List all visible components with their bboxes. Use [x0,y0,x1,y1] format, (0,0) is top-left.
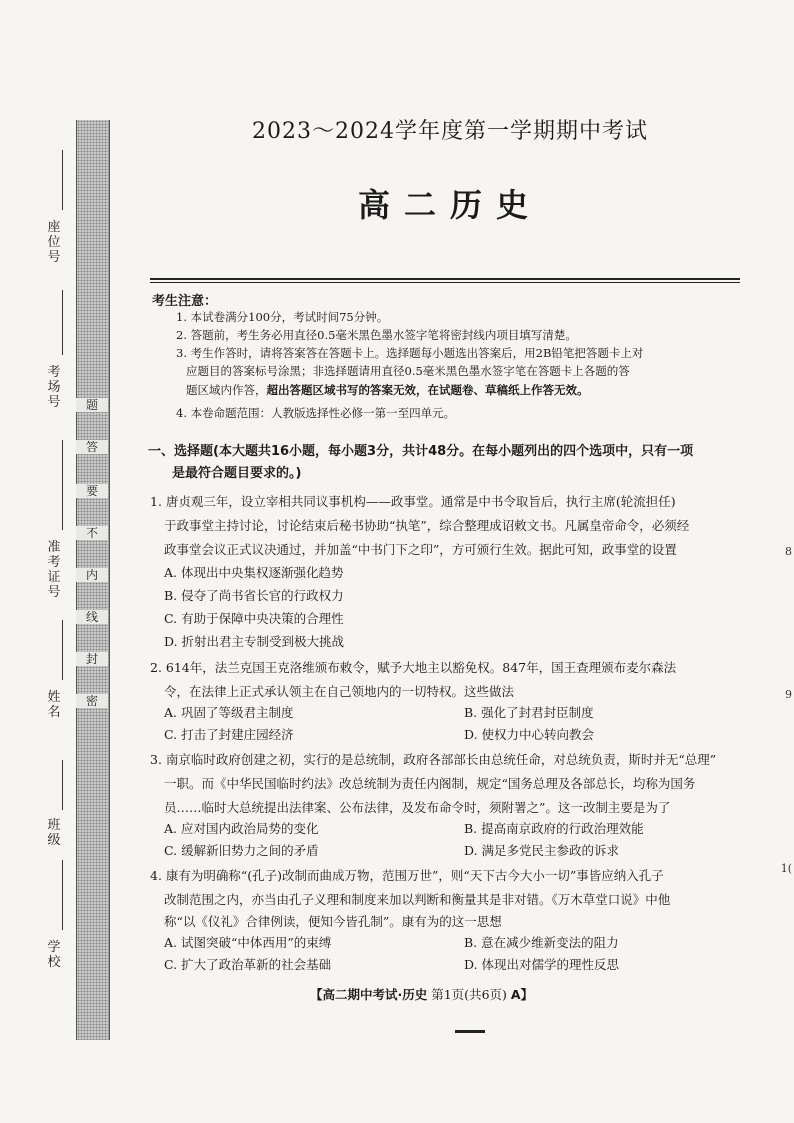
seal-word: 封 [76,652,108,666]
section-heading-cont: 是最符合题目要求的。) [172,466,302,481]
question-1-line: 政事堂会议正式议决通过，并加盖“中书门下之印”，方可颁行生效。据此可知，政事堂的设置 [164,542,677,557]
question-2-option-c: C. 打击了封建庄园经济 [164,727,294,742]
divider-thick [150,278,740,280]
class-label: 班级 [47,818,61,848]
question-1-line: 于政事堂主持讨论，讨论结束后秘书协助“执笔”，综合整理成诏敕文书。凡属皇帝命令，必须经 [164,518,690,533]
seal-word: 内 [76,568,108,582]
question-3-option-c: C. 缓解新旧势力之间的矛盾 [164,843,319,858]
school-label: 学校 [47,940,61,970]
question-1-line: 1. 唐贞观三年，设立宰相共同议事机构——政事堂。通常是中书令取旨后，执行主席(轮流担任) [150,494,676,509]
question-1-option-a: A. 体现出中央集权逐渐强化趋势 [164,565,344,580]
question-1-option-b: B. 侵夺了尚书省长官的行政权力 [164,588,344,603]
question-4-line: 称“以《仪礼》合律例读，便知今皆孔制”。康有为的这一思想 [164,914,502,929]
question-2-option-a: A. 巩固了等级君主制度 [164,705,294,720]
question-3-option-d: D. 满足多党民主参政的诉求 [464,843,620,858]
admission-number-line [62,440,63,530]
page-footer [310,985,533,1003]
question-1-option-d: D. 折射出君主专制受到极大挑战 [164,634,345,649]
edge-number: 9 [785,688,792,701]
question-3-line: 一职。而《中华民国临时约法》改总统制为责任内阁制，规定“国务总理及各部总长，均称为国务 [164,776,696,791]
question-4-option-a: A. 试图突破“中体西用”的束缚 [164,935,332,950]
exam-room-label: 考场号 [47,365,61,410]
notice-item: 1. 本试卷满分100分，考试时间75分钟。 [176,310,389,324]
divider-thin [150,282,740,283]
bottom-mark [455,1030,485,1033]
name-line [62,620,63,680]
question-4-option-b: B. 意在减少维新变法的阻力 [464,935,619,950]
footer-page: 第1页(共6页) [431,987,507,1002]
seal-word: 不 [76,526,108,540]
notice-item: 3. 考生作答时，请将答案答在答题卡上。选择题每小题选出答案后，用2B铅笔把答题卡上对 [176,346,644,360]
name-label: 姓名 [47,690,61,720]
section-heading: 一、选择题(本大题共16小题，每小题3分，共计48分。在每小题列出的四个选项中，只有一项 [148,444,694,459]
notice-emphasis: 超出答题区域书写的答案无效，在试题卷、草稿纸上作答无效。 [266,383,589,397]
seal-word: 题 [76,398,108,412]
question-2-line: 2. 614年，法兰克国王克洛维颁布敕令，赋予大地主以豁免权。847年，国王查理颁布麦尔森法 [150,660,677,675]
notice-item: 2. 答题前，考生务必用直径0.5毫米黑色墨水签字笔将密封线内项目填写清楚。 [176,328,577,342]
exam-room-line [62,290,63,355]
notice-item-cont [186,383,746,398]
question-3-option-a: A. 应对国内政治局势的变化 [164,821,319,836]
seal-word: 要 [76,484,108,498]
question-2-line: 令，在法律上正式承认领主在自己领地内的一切特权。这些做法 [164,684,515,699]
question-4-line: 4. 康有为明确称“(孔子)改制而曲成万物，范围万世”，则“天下古今大小一切”事皆应纳入孔子 [150,868,664,883]
question-3-option-b: B. 提高南京政府的行政治理效能 [464,821,644,836]
admission-number-label: 准考证号 [47,540,61,600]
question-3-line: 3. 南京临时政府创建之初，实行的是总统制，政府各部部长由总统任命，对总统负责，斯时并无“总理” [150,752,717,767]
seat-number-label: 座位号 [47,220,61,265]
question-4-option-d: D. 体现出对儒学的理性反思 [464,957,620,972]
seal-word: 密 [76,694,108,708]
question-2-option-d: D. 使权力中心转向教会 [464,727,595,742]
exam-title: 2023～2024学年度第一学期期中考试 [252,119,648,144]
seal-word: 线 [76,610,108,624]
question-2-option-b: B. 强化了封君封臣制度 [464,705,594,720]
question-1-option-c: C. 有助于保障中央决策的合理性 [164,611,344,626]
footer-label: 【高二期中考试·历史 [310,987,428,1002]
subject-title: 高二历史 [357,186,542,224]
question-3-line: 员……临时大总统提出法律案、公布法律，及发布命令时，须附署之”。这一改制主要是为了 [164,800,671,815]
question-4-option-c: C. 扩大了政治革新的社会基础 [164,957,332,972]
notice-item-cont: 题区域内作答， [186,383,267,397]
edge-number: 8 [785,545,792,558]
seal-word: 答 [76,440,108,454]
question-4-line: 改制范围之内，亦当由孔子义理和制度来加以判断和衡量其是非对错。《万木草堂口说》中他 [164,892,671,907]
notice-heading: 考生注意： [152,294,218,309]
notice-item-cont: 应题目的答案标号涂黑；非选择题请用直径0.5毫米黑色墨水签字笔在答题卡上各题的答 [186,364,630,378]
school-line [62,860,63,930]
notice-item: 4. 本卷命题范围：人教版选择性必修一第一至四单元。 [176,406,456,420]
class-line [62,760,63,810]
footer-version: A】 [510,987,534,1002]
seat-number-line [62,150,63,210]
edge-number: 1( [780,862,792,875]
